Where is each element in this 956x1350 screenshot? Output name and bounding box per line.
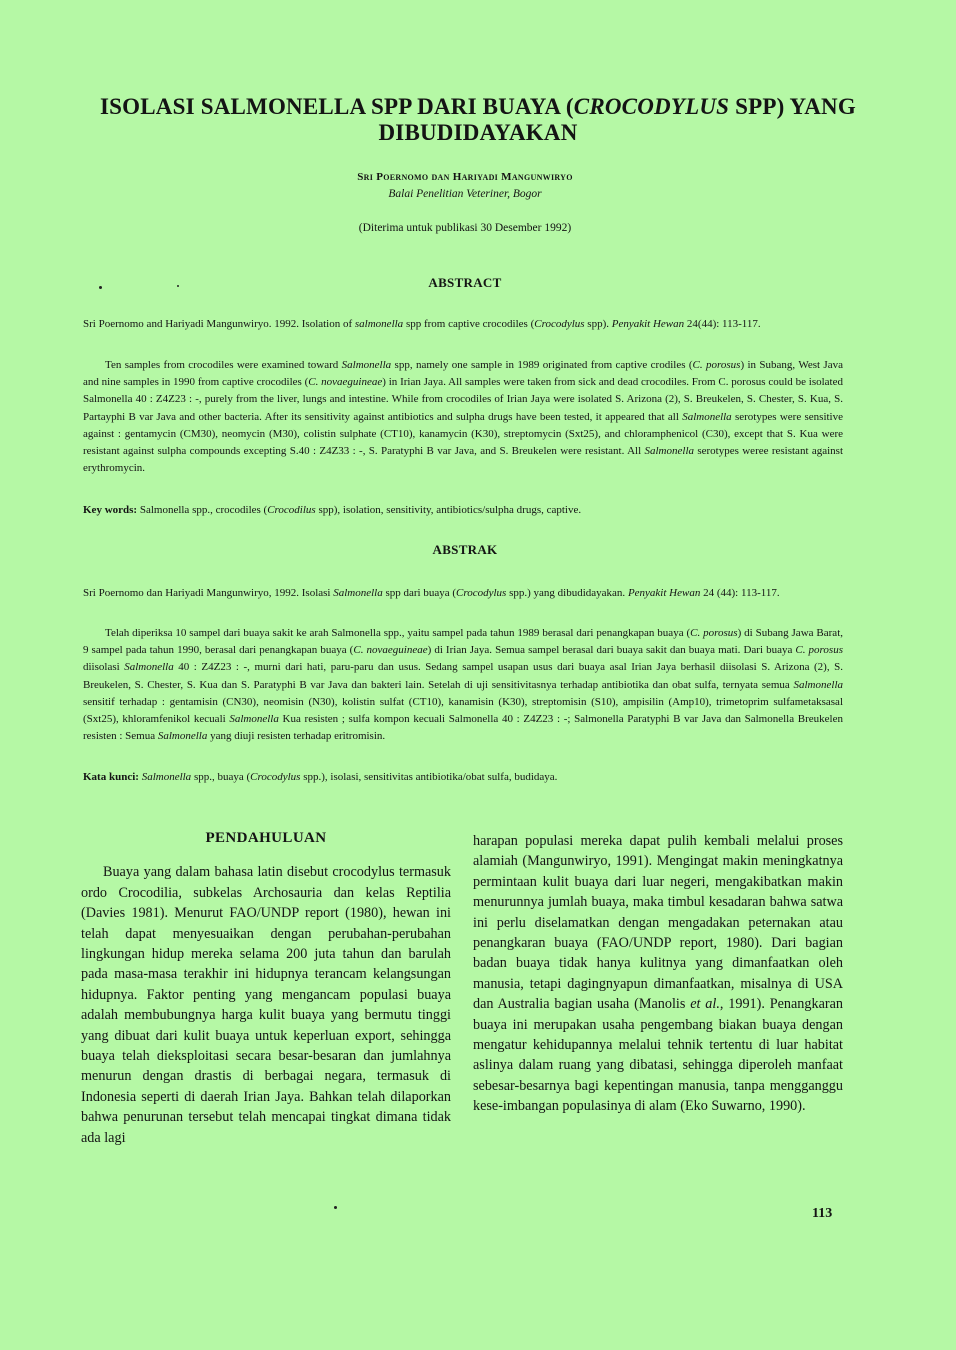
abstract-body: Ten samples from crocodiles were examined toward Salmonella spp, namely one sample in 1989 originated from captive crodiles (C. porosus) in Subang, West Java and nine samples in 1990 from captive crocodiles (C. novaeguineae) in Irian Jaya. All samples were taken from sick and dead crocodiles. From C. porosus could be isolated Salmonella 40 : Z4Z23 : -, purely from the liver, lungs and intestine. While from crocodiles of Irian Jaya were isolated S. Arizona (2), S. Breukelen, S. Chester, S. Kua, S. Partayphi B var Java and other bacteria. After its sensitivity against antibiotics and sulpha drugs have been tested, it appeared that all Salmonella serotypes were sensitive against : gentamycin (CM30), neomycin (M30), colistin sulphate (CT10), kanamycin (K30), streptomycin (Sxt25), and chloramphenicol (C30), except that S. Kua were resistant against sulpha compounds excepting S.40 : Z4Z33 : -, S. Paratyphi B var Java, and S. Breukelen were resistant. All Salmonella serotypes weree resistant against erythromycin.	[83, 359, 843, 475]
page-number: 113	[812, 1206, 833, 1221]
affiliation: Balai Penelitian Veteriner, Bogor	[388, 188, 542, 200]
title-part: SPP) YANG	[729, 94, 856, 119]
abstrak-citation: Sri Poernomo dan Hariyadi Mangunwiryo, 1992. Isolasi Salmonella spp dari buaya (Crocodylus spp.) yang dibudidayakan. Penyakit Hewan 24 (44): 113-117.	[83, 587, 780, 599]
body-column-right	[473, 831, 843, 1117]
abstract-keywords: Key words: Salmonella spp., crocodiles (Crocodilus spp), isolation, sensitivity, antibiotics/sulpha drugs, captive.	[83, 504, 582, 516]
abstrak-body: Telah diperiksa 10 sampel dari buaya sakit ke arah Salmonella spp., yaitu sampel pada tahun 1989 berasal dari penangkapan buaya (C. porosus) di Subang Jawa Barat, 9 sampel pada tahun 1990, berasal dari penangkapan buaya (C. novaeguineae) di Irian Jaya. Semua sampel berasal dari buaya sakit dan buaya mati. Dari buaya C. porosus diisolasi Salmonella 40 : Z4Z23 : -, murni dari hati, paru-paru dan usus. Sedang sampel usapan usus dari buaya asal Irian Jaya berhasil diisolasi S. Arizona (2), S. Breukelen, S. Chester, S. Kua dan S. Paratyphi B var Java dan bakteri lain. Setelah di uji sensitivitasnya terhadap antibiotika dan obat sulfa, ternyata semua Salmonella sensitif terhadap : gentamisin (CN30), neomisin (N30), kolistin sulfat (CT10), kanamisin (K30), streptomisin (S10), ampisilin (Amp10), trimetoprim sulfametaksasal (Sxt25), khloramfenikol kecuali Salmonella Kua resisten ; sulfa kompon kecuali Salmonella 40 : Z4Z23 : -; Salmonella Paratyphi B var Java dan Salmonella Breukelen resisten : Semua Salmonella yang diuji resisten terhadap eritromisin.	[83, 627, 843, 743]
paper-title	[60, 94, 896, 146]
authors: Sri Poernomo dan Hariyadi Mangunwiryo	[357, 171, 573, 183]
abstrak-heading: ABSTRAK	[432, 542, 498, 557]
scan-speck	[99, 286, 102, 289]
scan-speck	[177, 285, 179, 287]
abstract-heading: ABSTRACT	[428, 275, 502, 290]
section-heading-pendahuluan: PENDAHULUAN	[205, 830, 327, 846]
received-date: (Diterima untuk publikasi 30 Desember 1992)	[358, 222, 572, 234]
intro-paragraph-left: Buaya yang dalam bahasa latin disebut crocodylus termasuk ordo Crocodilia, subkelas Archosauria dan kelas Reptilia (Davies 1981). Menurut FAO/UNDP report (1980), hewan ini telah dapat menyesuaikan dengan perubahan-perubahan lingkungan hidup mereka selama 200 juta tahun dan barulah pada masa-masa terakhir ini hidupnya terancam kelangsungan hidupnya. Faktor penting yang mengancam populasi buaya adalah membubungnya harga kulit buaya yang bermutu tinggi yang dibuat dari kulit buaya untuk keperluan export, sehingga buaya telah dieksploitasi secara besar-besaran dan jumlahnya menurun dengan drastis di berbagai negara, termasuk di Indonesia seperti di daerah Irian Jaya. Bahkan telah dilaporkan bahwa penurunan tersebut telah mencapai tingkat dimana tidak ada lagi	[81, 864, 451, 1146]
title-line-2: DIBUDIDAYAKAN	[378, 120, 578, 145]
scan-speck	[334, 1206, 337, 1209]
title-part: ISOLASI SALMONELLA SPP DARI BUAYA (	[100, 94, 574, 119]
body-column-left	[81, 828, 451, 1148]
intro-paragraph-right: harapan populasi mereka dapat pulih kembali melalui proses alamiah (Mangunwiryo, 1991). Mengingat makin meningkatnya permintaan kulit buaya dari luar negeri, mengakibatkan makin menurunnya jumlah buaya, maka timbul kesadaran bahwa satwa ini perlu diselamatkan dengan mengadakan peternakan atau penangkaran buaya (FAO/UNDP report, 1980). Dari bagian badan buaya tidak hanya kulitnya yang dimanfaatkan oleh manusia, tetapi dagingnyapun dimanfaatkan, misalnya di USA dan Australia bagian usaha (Manolis et al., 1991). Penangkaran buaya ini merupakan usaha pengembang biakan buaya dengan mengatur kehidupannya melalui tehnik tertentu di luar habitat aslinya dalam ruang yang dibatasi, sehingga diperoleh manfaat sebesar-besarnya bagi kepentingan manusia, tanpa mengganggu kese-imbangan populasinya di alam (Eko Suwarno, 1990).	[473, 833, 844, 1115]
abstract-citation: Sri Poernomo and Hariyadi Mangunwiryo. 1992. Isolation of salmonella spp from captive crocodiles (Crocodylus spp). Penyakit Hewan 24(44): 113-117.	[83, 318, 761, 330]
title-italic: CROCODYLUS	[573, 94, 730, 119]
abstrak-keywords: Kata kunci: Salmonella spp., buaya (Crocodylus spp.), isolasi, sensitivitas antibiotika/obat sulfa, budidaya.	[83, 771, 558, 783]
